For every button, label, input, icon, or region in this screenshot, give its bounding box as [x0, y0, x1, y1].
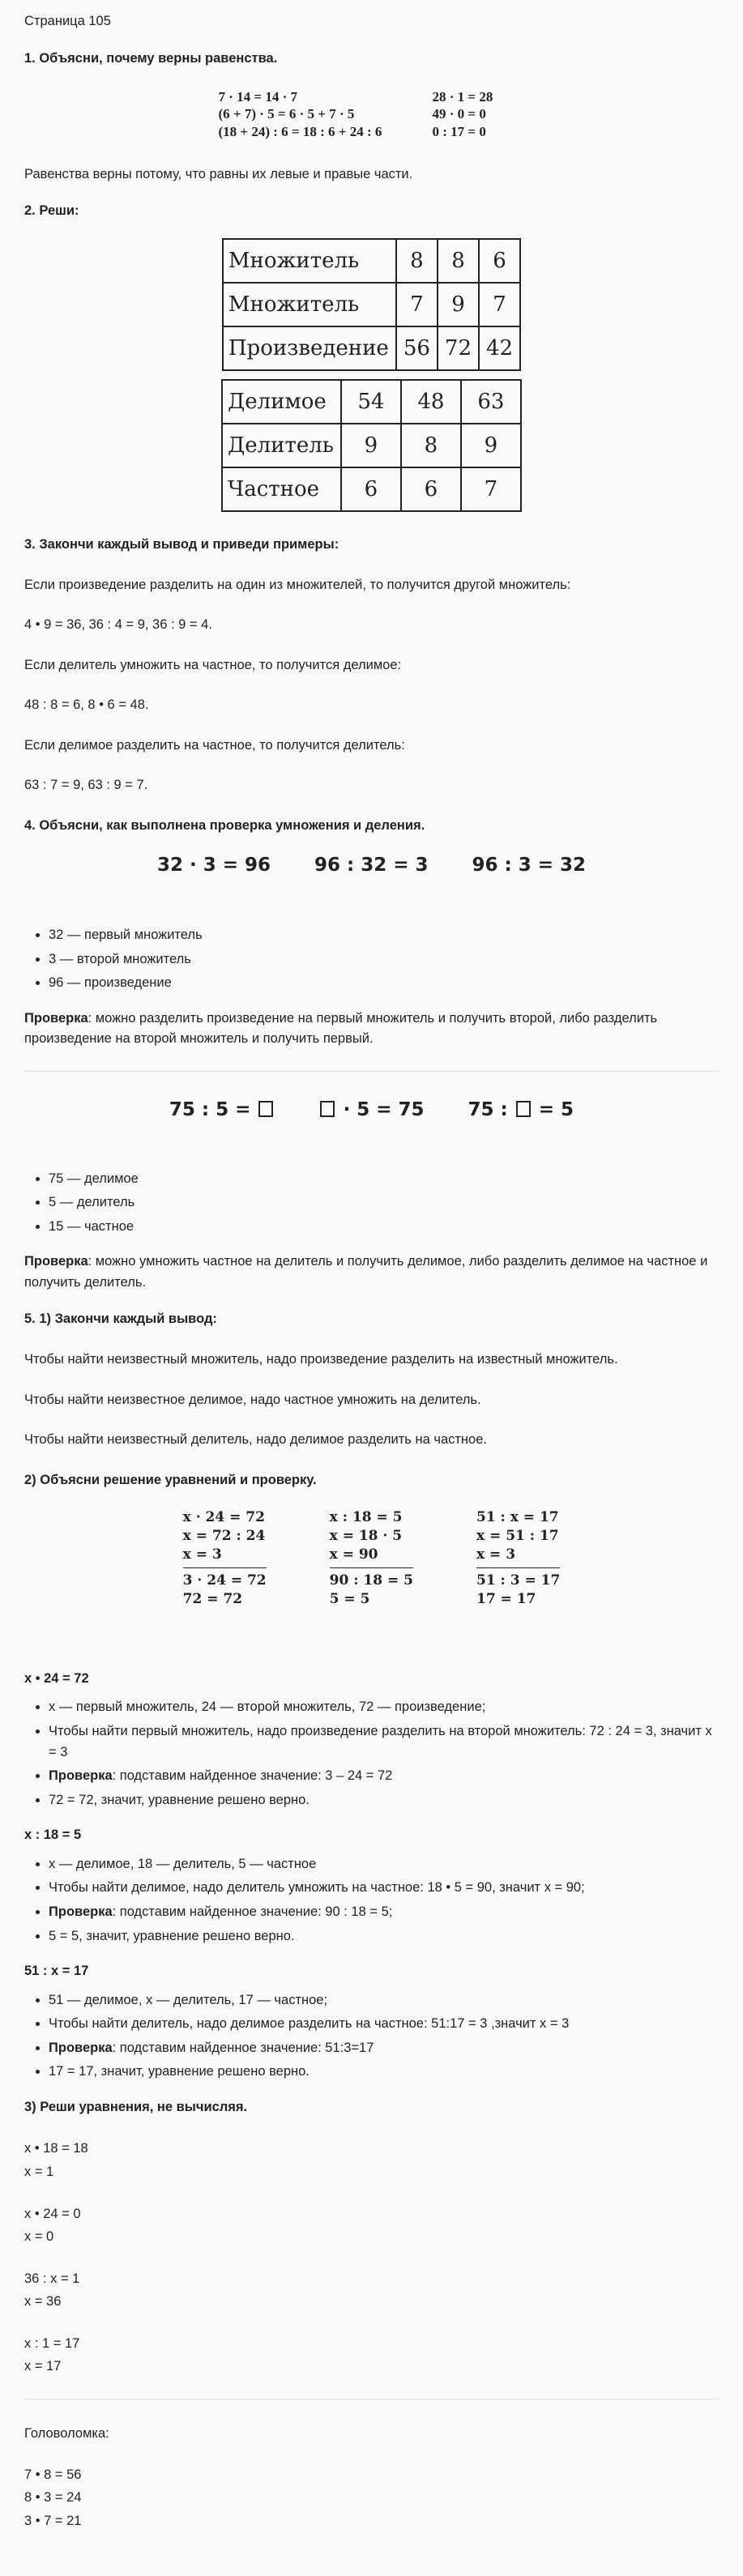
equation — [169, 1096, 275, 1125]
q5-text: Чтобы найти неизвестный множитель, надо произведение разделить на известный множитель. — [24, 1351, 618, 1367]
list-item: • 5 — делитель — [49, 1192, 719, 1213]
division-table — [221, 379, 522, 512]
equation-line: x = 36 — [24, 2293, 62, 2309]
q4-equations-a — [24, 851, 719, 881]
list-item: • 96 — произведение — [49, 973, 719, 994]
solution-line: 51 : 3 = 17 — [476, 1572, 561, 1589]
equation-line: x • 24 = 0 — [24, 2206, 81, 2221]
q3-text: 63 : 7 = 9, 63 : 9 = 7. — [24, 778, 148, 793]
check-text: : подставим найденное значение: 51:3=17 — [112, 2040, 374, 2055]
check-label: Проверка — [49, 2040, 113, 2055]
list-item: • 3 — второй множитель — [49, 949, 719, 970]
check-label: Проверка — [49, 1768, 113, 1784]
table-row — [223, 326, 520, 370]
puzzle-line: 3 • 7 = 21 — [24, 2513, 82, 2528]
table-cell: 6 — [479, 239, 520, 283]
solution-line: x = 51 : 17 — [476, 1528, 559, 1545]
eq-left-1: 7 · 14 = 14 · 7 — [218, 89, 298, 105]
list-item: • 5 = 5, значит, уравнение решено верно. — [49, 1926, 719, 1947]
q2-heading: 2. Реши: — [24, 203, 79, 219]
equation: 96 : 3 = 32 — [472, 854, 587, 876]
equation-explanation — [24, 1990, 719, 2083]
check-text: : подставим найденное значение: 3 – 24 = 72 — [112, 1768, 393, 1784]
table-cell: 8 — [438, 239, 479, 283]
page-title: Страница 105 — [24, 14, 111, 28]
table-cell: Множитель — [223, 239, 396, 283]
equation-part: = 5 — [538, 1098, 574, 1120]
list-item — [49, 1902, 719, 1923]
eq-left-3: (18 + 24) : 6 = 18 : 6 + 24 : 6 — [218, 123, 382, 139]
q4-heading: 4. Объясни, как выполнена проверка умножения и деления. — [24, 817, 425, 833]
solution-line: x = 18 · 5 — [329, 1528, 403, 1545]
table-cell: 9 — [341, 424, 401, 467]
equation-explanation — [24, 1697, 719, 1810]
equation-explanation — [24, 1854, 719, 1947]
solution-line: 3 · 24 = 72 — [182, 1572, 267, 1589]
solution-line: x = 72 : 24 — [182, 1528, 266, 1545]
q5-text: Чтобы найти неизвестное делимое, надо частное умножить на делитель. — [24, 1392, 481, 1407]
equation-line: 36 : x = 1 — [24, 2271, 80, 2286]
q4-check-a — [24, 1009, 719, 1050]
puzzle-lines — [24, 2463, 719, 2531]
solution-line: x = 3 — [476, 1546, 560, 1568]
list-item: • 72 = 72, значит, уравнение решено верно. — [49, 1790, 719, 1811]
simple-equation — [24, 2137, 719, 2182]
solution-line: x : 18 = 5 — [329, 1509, 403, 1526]
list-item — [49, 2038, 719, 2059]
table-row — [222, 380, 521, 424]
list-item: • 32 — первый множитель — [49, 925, 719, 946]
solution-line: 5 = 5 — [329, 1590, 370, 1607]
eq-left-2: (6 + 7) · 5 = 6 · 5 + 7 · 5 — [218, 106, 355, 122]
q4-equations-b — [24, 1096, 719, 1125]
equation-line: x • 18 = 18 — [24, 2141, 88, 2156]
equation-solutions — [24, 1508, 719, 1609]
table-row — [222, 424, 521, 467]
puzzle-line: 8 • 3 = 24 — [24, 2490, 82, 2506]
q3-heading: 3. Закончи каждый вывод и приведи примеры: — [24, 537, 339, 552]
equation: 96 : 32 = 3 — [314, 854, 429, 876]
list-item: • 51 — делимое, x — делитель, 17 — частное; — [49, 1990, 719, 2011]
equation-line: x = 0 — [24, 2228, 54, 2244]
q4-check-b — [24, 1252, 719, 1293]
list-item: • Чтобы найти делитель, надо делимое разделить на частное: 51:17 = 3 ,значит x = 3 — [49, 2014, 719, 2035]
puzzle-line: 7 • 8 = 56 — [24, 2467, 82, 2483]
equation-part: 75 : — [468, 1098, 508, 1120]
equation: 32 · 3 = 96 — [156, 854, 271, 876]
solution-column — [183, 1508, 267, 1609]
table-cell: Множитель — [223, 283, 396, 326]
list-item — [49, 1766, 719, 1787]
table-cell: 6 — [341, 467, 401, 511]
table-cell: Делитель — [222, 424, 341, 467]
check-label: Проверка — [24, 1254, 88, 1269]
q5-text: Чтобы найти неизвестный делитель, надо делимое разделить на частное. — [24, 1432, 487, 1448]
eq-right-3: 0 : 17 = 0 — [432, 123, 486, 139]
table-cell: 6 — [401, 467, 461, 511]
table-cell: 42 — [479, 326, 520, 370]
q4-list-a — [24, 925, 719, 994]
table-row — [222, 467, 521, 511]
multiplication-table — [222, 238, 521, 371]
simple-equation — [24, 2332, 719, 2378]
check-label: Проверка — [49, 1904, 113, 1919]
solution-line: x · 24 = 72 — [182, 1509, 265, 1526]
equation — [318, 1096, 424, 1125]
list-item: • Чтобы найти первый множитель, надо произведение разделить на второй множитель: 72 : 24 = 3, значит x = 3 — [49, 1721, 719, 1763]
q3-text: 48 : 8 = 6, 8 • 6 = 48. — [24, 697, 149, 713]
q1-heading: 1. Объясни, почему верны равенства. — [24, 50, 278, 66]
equation-line: x = 17 — [24, 2358, 62, 2373]
list-item: • x — делимое, 18 — делитель, 5 — частное — [49, 1854, 719, 1875]
list-item: • x — первый множитель, 24 — второй множитель, 72 — произведение; — [49, 1697, 719, 1718]
equation-title: 51 : x = 17 — [24, 1964, 89, 1979]
table-cell: 8 — [401, 424, 461, 467]
divider — [24, 1071, 719, 1072]
simple-equation — [24, 2203, 719, 2248]
table-cell: Произведение — [223, 326, 396, 370]
q3-text: Если делитель умножить на частное, то получится делимое: — [24, 657, 402, 672]
list-item: • 17 = 17, значит, уравнение решено верно. — [49, 2062, 719, 2083]
table-row — [223, 283, 520, 326]
table-cell: 8 — [396, 239, 438, 283]
q5-subheading: 2) Объясни решение уравнений и проверку. — [24, 1472, 317, 1487]
solution-line: 17 = 17 — [476, 1590, 536, 1607]
solution-line: 90 : 18 = 5 — [329, 1572, 413, 1589]
solution-line: 51 : x = 17 — [476, 1509, 559, 1526]
table-cell: 56 — [396, 326, 438, 370]
q3-text: 4 • 9 = 36, 36 : 4 = 9, 36 : 9 = 4. — [24, 617, 212, 633]
equation-line: x : 1 = 17 — [24, 2335, 80, 2351]
solution-line: 72 = 72 — [182, 1590, 243, 1607]
q4-list-b — [24, 1169, 719, 1238]
empty-box-icon — [258, 1101, 273, 1117]
q1-answer: Равенства верны потому, что равны их левые и правые части. — [24, 166, 413, 181]
table-row — [223, 239, 520, 283]
solution-line: x = 90 — [330, 1546, 413, 1568]
table-cell: 7 — [479, 283, 520, 326]
table-cell: 72 — [438, 326, 479, 370]
table-cell: 48 — [401, 380, 461, 424]
eq-right-2: 49 · 0 = 0 — [432, 106, 486, 122]
q5-subheading: 3) Реши уравнения, не вычисляя. — [24, 2099, 248, 2114]
table-cell: 7 — [461, 467, 521, 511]
table-cell: 9 — [438, 283, 479, 326]
q2-tables — [24, 238, 719, 512]
puzzle-heading: Головоломка: — [24, 2425, 109, 2441]
equation-part: 75 : 5 = — [169, 1098, 251, 1120]
equation-title: x : 18 = 5 — [24, 1828, 82, 1843]
q3-text: Если делимое разделить на частное, то получится делитель: — [24, 737, 405, 753]
simple-equation — [24, 2267, 719, 2313]
table-cell: 9 — [461, 424, 521, 467]
q5-heading: 5. 1) Закончи каждый вывод: — [24, 1311, 217, 1327]
table-cell: 63 — [461, 380, 521, 424]
equation-part: · 5 = 75 — [336, 1098, 425, 1120]
table-cell: Частное — [222, 467, 341, 511]
solution-column — [476, 1508, 560, 1609]
q1-equalities — [24, 88, 719, 140]
eq-right-1: 28 · 1 = 28 — [432, 89, 493, 105]
table-cell: 54 — [341, 380, 401, 424]
empty-box-icon — [516, 1101, 531, 1117]
equation-line: x = 1 — [24, 2164, 54, 2179]
check-text: : можно умножить частное на делитель и получить делимое, либо разделить делимое на частное и получить делитель. — [24, 1254, 708, 1290]
check-text: : подставим найденное значение: 90 : 18 = 5; — [112, 1904, 393, 1919]
check-label: Проверка — [24, 1010, 88, 1026]
solution-line: x = 3 — [183, 1546, 267, 1568]
table-cell: Делимое — [222, 380, 341, 424]
list-item: • Чтобы найти делимое, надо делитель умножить на частное: 18 • 5 = 90, значит x = 90; — [49, 1878, 719, 1899]
empty-box-icon — [320, 1101, 335, 1117]
equation — [468, 1096, 574, 1125]
check-text: : можно разделить произведение на первый множитель и получить второй, либо разделить произведение на второй множитель и получить первый. — [24, 1010, 658, 1047]
equation-title: x • 24 = 72 — [24, 1670, 89, 1686]
solution-column — [330, 1508, 413, 1609]
list-item: • 75 — делимое — [49, 1169, 719, 1190]
q3-text: Если произведение разделить на один из множителей, то получится другой множитель: — [24, 577, 571, 592]
list-item: • 15 — частное — [49, 1217, 719, 1238]
table-cell: 7 — [396, 283, 438, 326]
